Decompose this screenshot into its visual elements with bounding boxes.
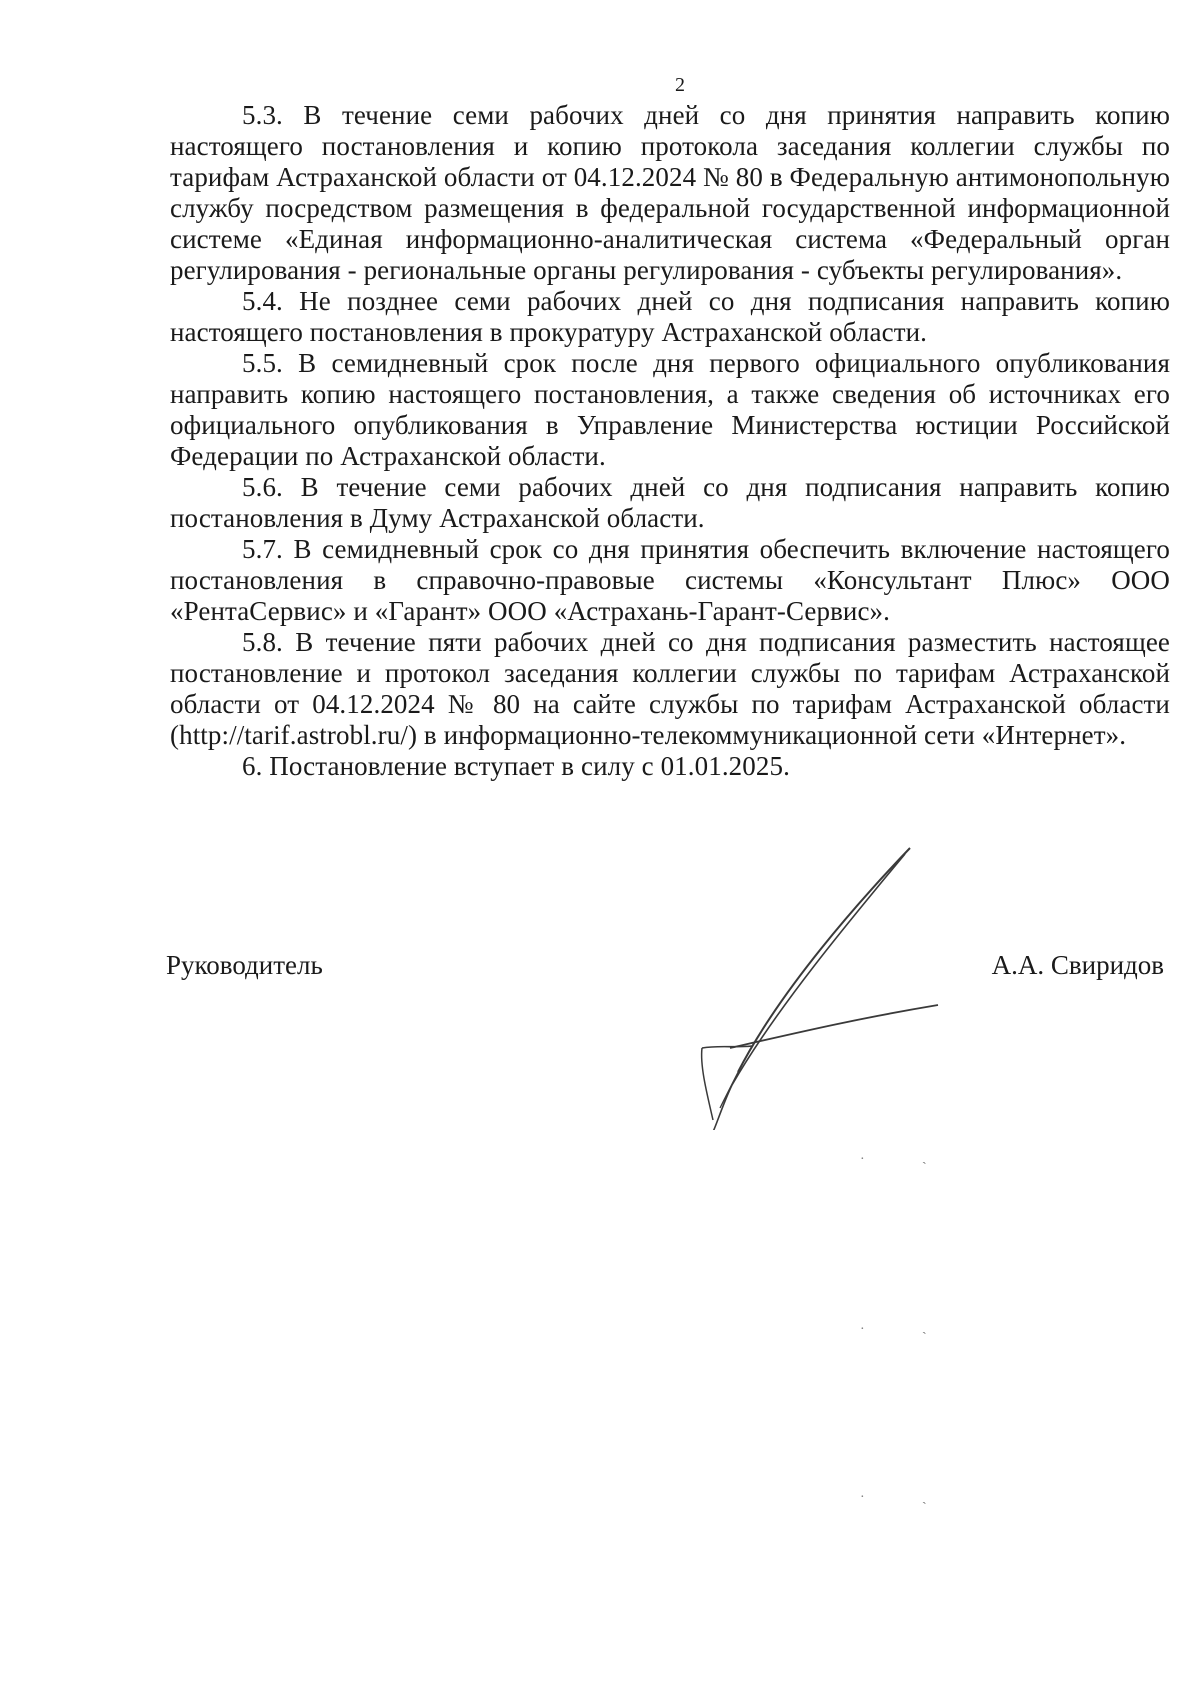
paragraph-5-8: 5.8. В течение пяти рабочих дней со дня подписания разместить настоящее постановление и протокол заседания коллегии службы по тарифам Астраханской области от 04.12.2024 № 80 на сайте службы по тарифам Астраханской области (http://tarif.astrobl.ru/) в информационно-телекоммуникационной сети «Интернет». (170, 627, 1170, 750)
paragraph-5-7: 5.7. В семидневный срок со дня принятия обеспечить включение настоящего постановления в справочно-правовые системы «Консультант Плюс» ООО «РентаСервис» и «Гарант» ООО «Астрахань-Гарант-Сервис». (170, 534, 1170, 626)
page-number: 2 (675, 74, 685, 96)
scan-speck: ˎ (922, 1150, 927, 1165)
paragraph-5-3: 5.3. В течение семи рабочих дней со дня принятия направить копию настоящего постановления и копию протокола заседания коллегии службы по тарифам Астраханской области от 04.12.2024 № 80 в Федеральную антимонопольную службу посредством размещения в федеральной государственной информационной системе «Единая информационно-аналитическая система «Федеральный орган регулирования - региональные органы регулирования - субъекты регулирования». (170, 100, 1170, 285)
scan-speck: · (860, 1322, 865, 1337)
signer-name: А.А. Свиридов (991, 950, 1164, 980)
paragraph-5-5: 5.5. В семидневный срок после дня первого официального опубликования направить копию настоящего постановления, а также сведения об источниках его официального опубликования в Управление Министерства юстиции Российской Федерации по Астраханской области. (170, 348, 1170, 471)
scan-speck: · (860, 1152, 865, 1167)
scan-speck: ˎ (922, 1320, 927, 1335)
signer-position: Руководитель (166, 950, 323, 980)
paragraph-5-4: 5.4. Не позднее семи рабочих дней со дня подписания направить копию настоящего постановления в прокуратуру Астраханской области. (170, 286, 1170, 347)
paragraph-6: 6. Постановление вступает в силу с 01.01.2025. (242, 751, 790, 781)
document-body (170, 100, 1170, 782)
signature-block (0, 950, 1200, 990)
scan-speck: · (860, 1490, 865, 1505)
scan-speck: ˎ (922, 1490, 927, 1505)
handwritten-signature (660, 840, 940, 1130)
paragraph-5-6: 5.6. В течение семи рабочих дней со дня подписания направить копию постановления в Думу Астраханской области. (170, 472, 1170, 533)
